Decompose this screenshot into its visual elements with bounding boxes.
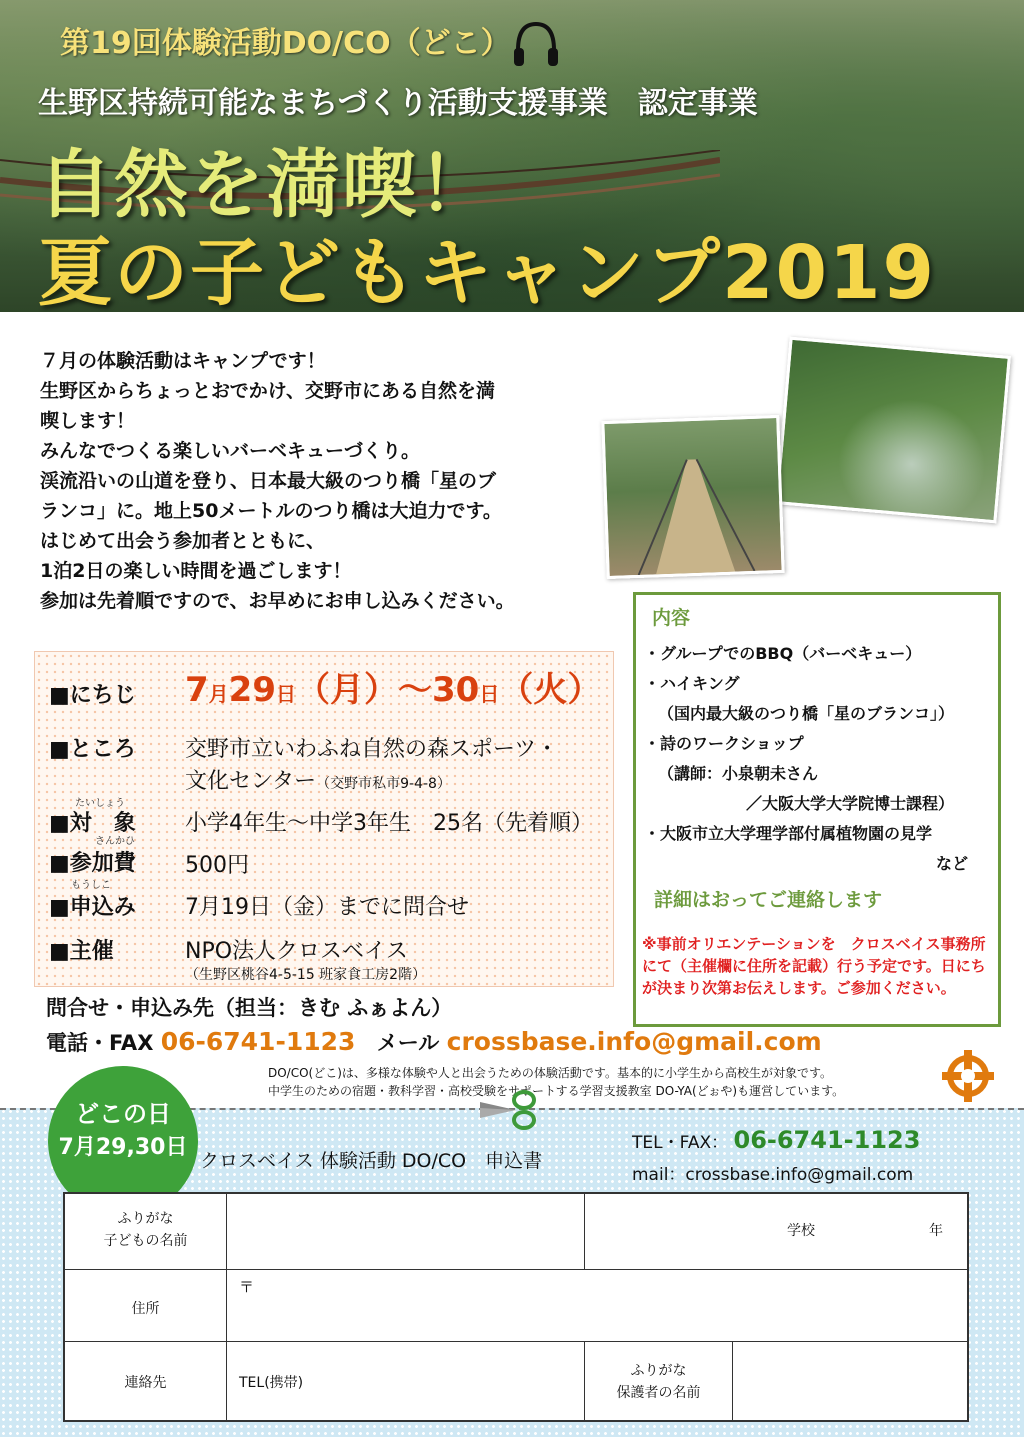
parent-name-label: 保護者の名前 [616,1385,701,1401]
fee-value: 500円 [185,853,249,878]
content-item: ・詩のワークショップ [644,734,804,753]
date-day-end: 30 [432,670,480,710]
apply-value: 7月19日（金）までに問合せ [185,895,469,920]
address-label: 住所 [131,1301,160,1317]
content-item: など [936,854,969,873]
date-month-unit: 月 [208,682,229,706]
banner-subtitle: 生野区持続可能なまちづくり活動支援事業 認定事業 [38,86,758,121]
target-ruby: たいしょう [75,798,125,809]
school-label: 学校 [787,1223,815,1239]
tel-field[interactable] [227,1342,585,1422]
crossbase-logo-icon [940,1048,996,1104]
event-details-box [34,651,614,987]
parent-name-label-cell [585,1342,733,1422]
content-item: （国内最大級のつり橋「星のブランコ」） [658,704,955,723]
date-day-unit: 日 [479,682,500,706]
intro-line: 渓流沿いの山道を登り、日本最大級のつり橋「星のブ [40,470,497,492]
contact-label: 連絡先 [124,1375,167,1391]
apply-label: ■申込み [49,895,136,920]
header-banner [0,0,1024,312]
bridge-walkway-graphic [604,418,781,576]
mail-label: メール [376,1031,440,1055]
fee-label: ■参加費 [49,851,136,876]
place-line1: 交野市立いわふね自然の森スポーツ・ [185,737,559,762]
badge-line2: 7月29,30日 [58,1135,188,1160]
host-label: ■主催 [49,939,114,964]
intro-line: 1泊2日の楽しい時間を過ごします！ [40,560,352,582]
program-content-box [633,592,1001,1027]
form-tel [632,1126,920,1154]
date-value [185,662,601,711]
host-value: NPO法人クロスベイス [185,939,408,964]
more-info-text: 詳細はおってご連絡します [654,889,883,911]
intro-line: 喫します！ [40,410,136,432]
intro-line: みんなでつくる楽しいバーベキューづくり。 [40,440,421,462]
form-mail: mail：crossbase.info@gmail.com [632,1165,914,1185]
intro-line: はじめて出会う参加者とともに、 [40,530,326,552]
place-address: （交野市私市9-4-8） [316,776,451,792]
place-name: 文化センター [185,769,317,794]
fee-ruby: さんかひ [95,836,135,847]
orientation-note: ※事前オリエンテーションを クロスベイス事務所にて（主催欄に住所を記載）行う予定です。日にちが決まり次第お伝えします。ご参加ください。 [642,935,986,997]
address-field[interactable] [227,1270,969,1342]
host-address: （生野区桃谷4-5-15 班家食工房2階） [185,967,427,983]
form-tel-number: 06-6741-1123 [733,1126,921,1154]
child-name-label: 子どもの名前 [103,1233,188,1249]
banner-title-line1: 自然を満喫！ [38,142,494,228]
tel-number: 06-6741-1123 [160,1027,356,1056]
parent-name-ruby: ふりがな [630,1363,687,1379]
mail-address: crossbase.info@gmail.com [446,1027,822,1056]
place-line2 [185,764,451,795]
target-value: 小学4年生～中学3年生 25名（先着順） [185,811,593,836]
tel-field-label: TEL(携帯) [239,1375,304,1391]
stream-photo [775,337,1011,524]
contact-title: 問合せ・申込み先（担当：きむ ふぁよん） [46,996,453,1020]
event-series-tagline: 第19回体験活動DO/CO（どこ） [60,26,511,61]
intro-line: 参加は先着順ですので、お早めにお申し込みください。 [40,590,515,612]
intro-line: 生野区からちょっとおでかけ、交野市にある自然を満 [40,380,496,402]
about-line: 中学生のための宿題・教科学習・高校受験をサポートする学習支援教室 DO-YA(どぉや)も運営しています。 [268,1084,845,1098]
date-weekday-end: （火） [499,670,602,710]
content-item: ・大阪市立大学理学部付属植物園の見学 [644,824,933,843]
place-label: ■ところ [49,737,136,762]
postal-mark: 〒 [239,1278,255,1296]
parent-name-field[interactable] [733,1342,969,1422]
school-field[interactable] [585,1194,969,1270]
scissors-icon [478,1088,538,1132]
form-tel-label: TEL・FAX： [632,1133,729,1153]
child-name-ruby: ふりがな [117,1211,174,1227]
target-label: ■対 象 [49,811,136,836]
about-line: DO/CO(どこ)は、多様な体験や人と出会うための体験活動です。基本的に小学生から高校生が対象です。 [268,1066,832,1080]
date-day-start: 29 [228,670,276,710]
content-item: ／大阪大学大学院博士課程） [746,794,955,813]
grade-label: 年 [929,1223,943,1239]
banner-title-line2: 夏の子どもキャンプ2019 [38,230,936,312]
content-heading: 内容 [652,607,691,629]
child-name-field[interactable] [227,1194,585,1270]
apply-ruby: もうしこ [71,880,111,891]
date-month: 7 [185,670,209,710]
date-separator: ～ [398,670,432,710]
address-label-cell [65,1270,227,1342]
application-form-table [63,1192,969,1422]
date-weekday-start: （月） [296,670,398,710]
contact-line [46,1027,822,1057]
child-name-label-cell [65,1194,227,1270]
content-item: ・ハイキング [644,674,740,693]
tel-label: 電話・FAX [46,1031,154,1055]
bridge-photo [601,415,784,579]
content-item: （講師：小泉朝未さん [658,764,819,783]
headphones-icon [512,20,560,74]
intro-text [40,346,615,616]
organization-description [268,1064,844,1100]
intro-line: ランコ」に。地上50メートルのつり橋は大迫力です。 [40,500,502,522]
form-title: クロスベイス 体験活動 DO/CO 申込書 [200,1150,543,1172]
badge-line1: どこの日 [75,1100,171,1128]
contact-label-cell [65,1342,227,1422]
date-day-unit: 日 [276,682,296,706]
content-item: ・グループでのBBQ（バーベキュー） [644,644,922,663]
date-label: ■にちじ [49,683,136,708]
intro-line: ７月の体験活動はキャンプです！ [40,350,326,372]
